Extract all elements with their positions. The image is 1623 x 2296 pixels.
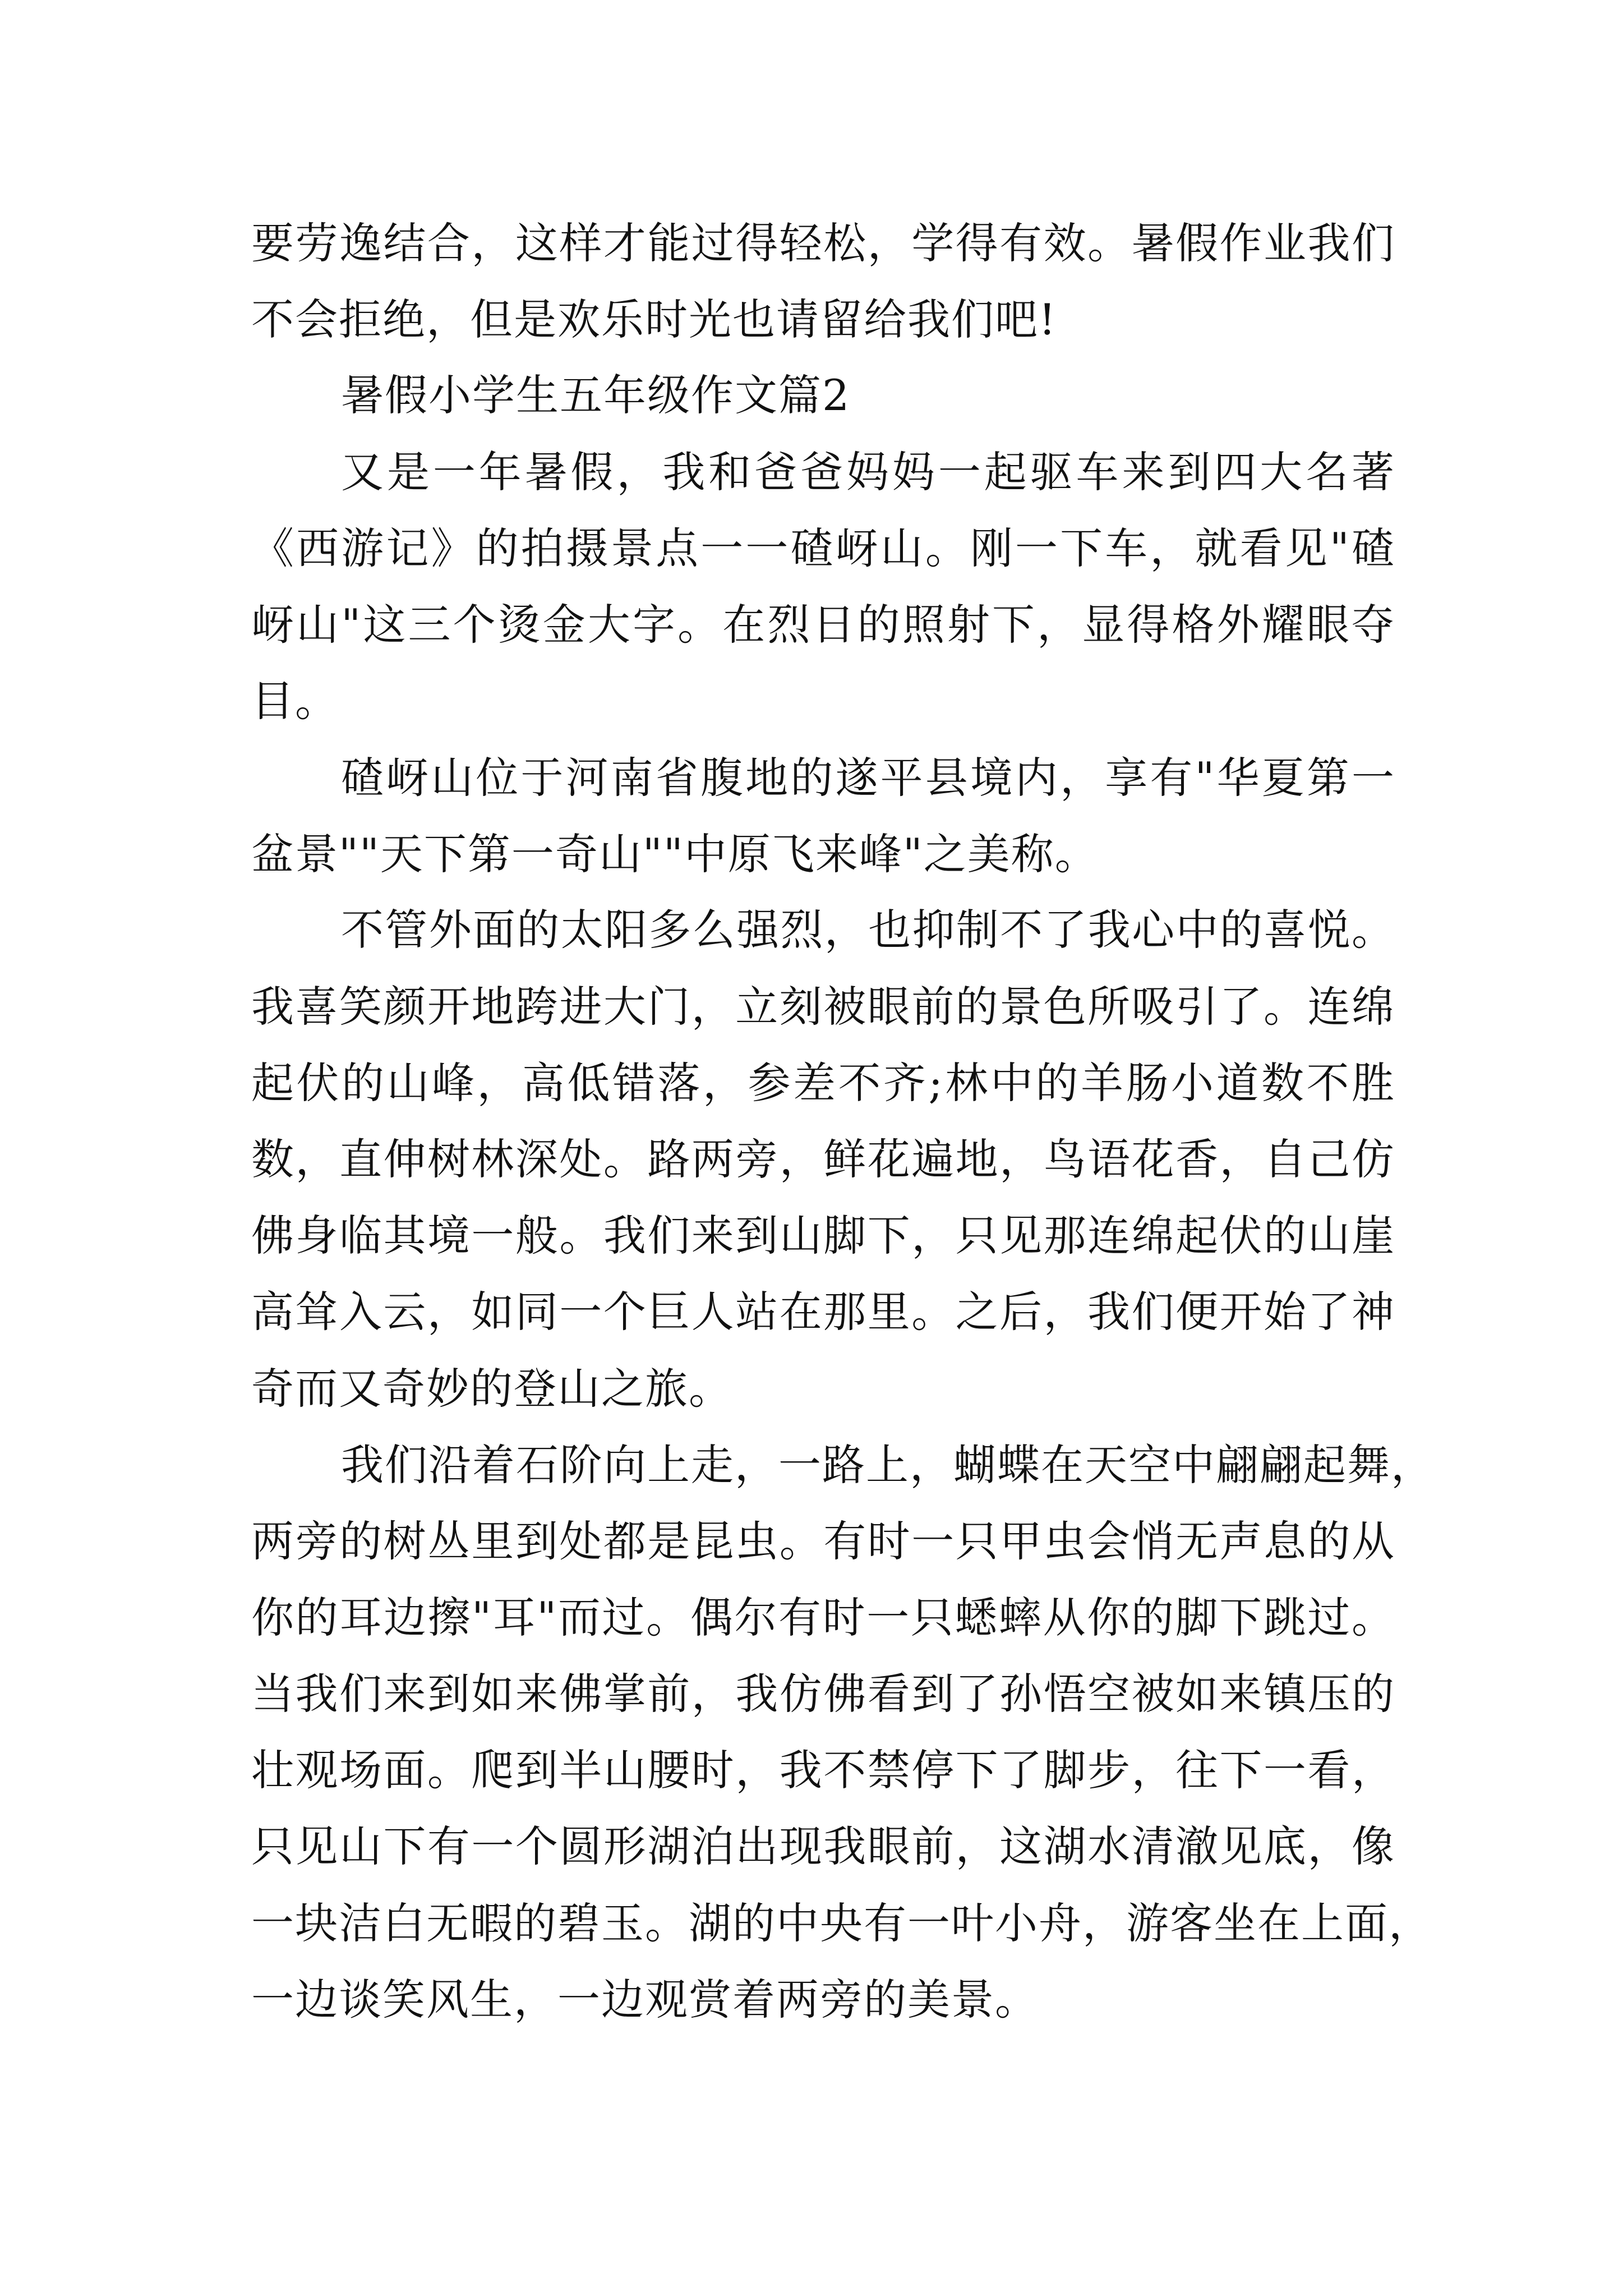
text-line-10: 不管外面的太阳多么强烈，也抑制不了我心中的喜悦。 (341, 905, 1395, 955)
text-line-22: 只见山下有一个圆形湖泊出现我眼前，这湖水清澈见底，像 (251, 1821, 1395, 1871)
text-line-20: 当我们来到如来佛掌前，我仿佛看到了孙悟空被如来镇压的 (251, 1669, 1395, 1719)
text-line-8: 碴岈山位于河南省腹地的遂平县境内，享有"华夏第一 (341, 753, 1395, 803)
text-line-21: 壮观场面。爬到半山腰时，我不禁停下了脚步，往下一看， (251, 1745, 1395, 1795)
text-line-14: 佛身临其境一般。我们来到山脚下，只见那连绵起伏的山崖 (251, 1211, 1395, 1260)
text-line-18: 两旁的树丛里到处都是昆虫。有时一只甲虫会悄无声息的从 (251, 1516, 1395, 1566)
text-line-2: 不会拒绝，但是欢乐时光也请留给我们吧! (251, 295, 1057, 344)
text-line-15: 高耸入云，如同一个巨人站在那里。之后，我们便开始了神 (251, 1287, 1395, 1337)
text-line-24: 一边谈笑风生，一边观赏着两旁的美景。 (251, 1975, 1039, 2024)
text-line-6: 岈山"这三个烫金大字。在烈日的照射下，显得格外耀眼夺 (251, 600, 1395, 650)
text-line-23: 一块洁白无暇的碧玉。湖的中央有一叶小舟，游客坐在上面， (251, 1898, 1432, 1948)
text-line-16: 奇而又奇妙的登山之旅。 (251, 1364, 732, 1414)
text-line-12: 起伏的山峰，高低错落，参差不齐;林中的羊肠小道数不胜 (251, 1058, 1395, 1108)
text-line-9: 盆景""天下第一奇山""中原飞来峰"之美称。 (251, 829, 1099, 879)
text-line-17: 我们沿着石阶向上走，一路上，蝴蝶在天空中翩翩起舞， (341, 1440, 1435, 1490)
text-line-1: 要劳逸结合，这样才能过得轻松，学得有效。暑假作业我们 (251, 218, 1395, 268)
text-line-4: 又是一年暑假，我和爸爸妈妈一起驱车来到四大名著 (341, 447, 1395, 497)
text-line-5: 《西游记》的拍摄景点一一碴岈山。刚一下车，就看见"碴 (251, 523, 1395, 573)
text-line-7: 目。 (251, 676, 339, 726)
text-line-19: 你的耳边擦"耳"而过。偶尔有时一只蟋蟀从你的脚下跳过。 (251, 1593, 1395, 1642)
section-heading: 暑假小学生五年级作文篇2 (341, 370, 851, 420)
text-line-13: 数，直伸树林深处。路两旁，鲜花遍地，鸟语花香，自己仿 (251, 1134, 1395, 1184)
text-line-11: 我喜笑颜开地跨进大门，立刻被眼前的景色所吸引了。连绵 (251, 982, 1395, 1032)
